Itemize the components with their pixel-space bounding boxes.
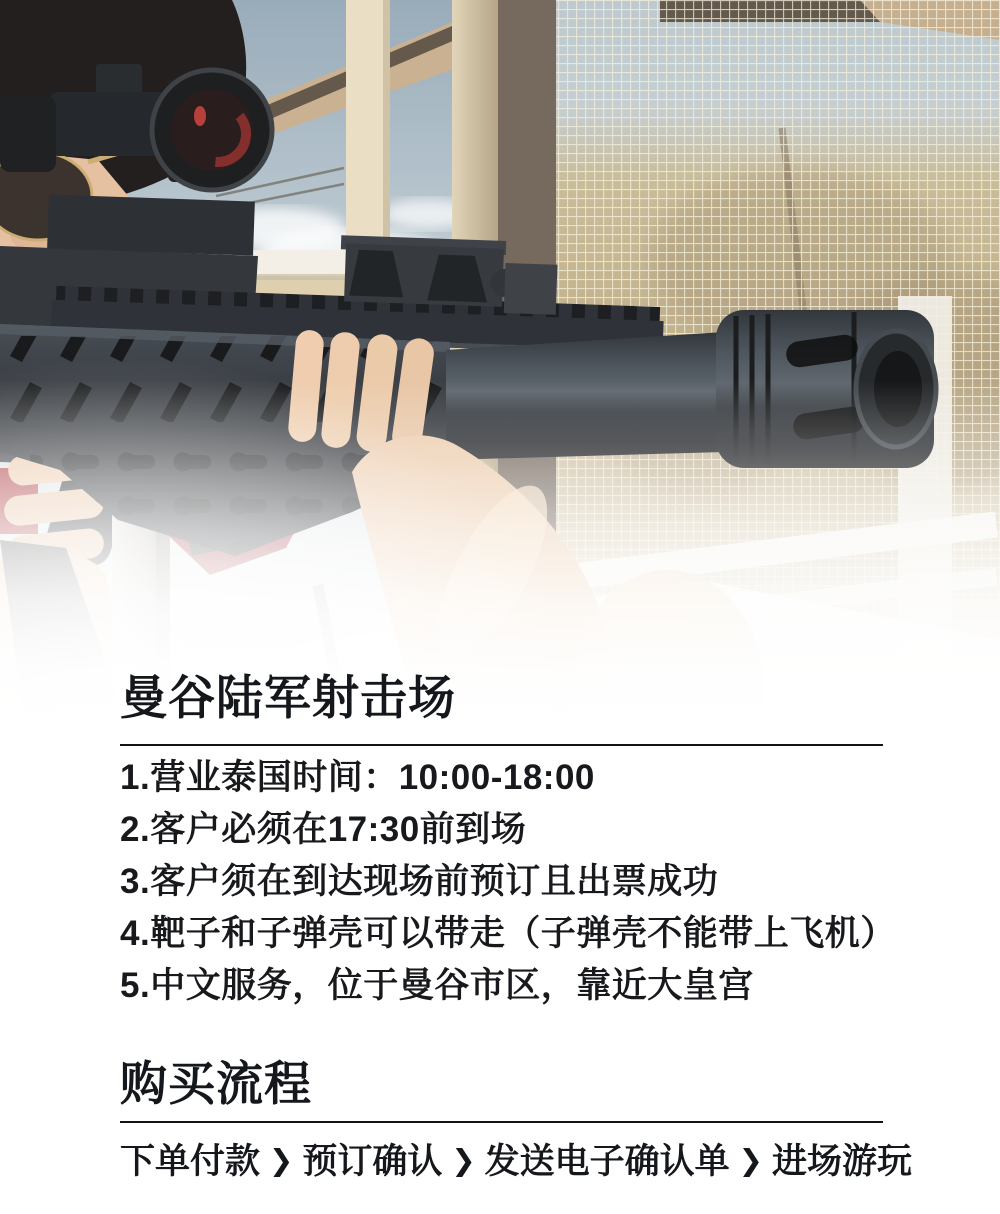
flow-step: 预订确认 [302, 1142, 443, 1181]
list-item: 2.客户必须在17:30前到场 [120, 810, 527, 849]
page-title: 曼谷陆军射击场 [120, 671, 456, 724]
flow-step: 下单付款 [120, 1142, 261, 1181]
chevron-right-icon: ❯ [269, 1145, 294, 1177]
purchase-flow [120, 1140, 912, 1186]
list-item: 3.客户须在到达现场前预订且出票成功 [120, 862, 719, 901]
purchase-section-title: 购买流程 [120, 1057, 312, 1110]
title-divider [120, 744, 883, 746]
flow-step: 发送电子确认单 [484, 1142, 730, 1181]
list-item: 5.中文服务，位于曼谷市区，靠近大皇宫 [120, 966, 754, 1005]
list-item: 4.靶子和子弹壳可以带走（子弹壳不能带上飞机） [120, 914, 896, 953]
chevron-right-icon: ❯ [738, 1145, 763, 1177]
list-item: 1.营业泰国时间：10:00-18:00 [120, 758, 595, 797]
chevron-right-icon: ❯ [451, 1145, 476, 1177]
purchase-divider [120, 1121, 883, 1123]
flow-step: 进场游玩 [771, 1142, 912, 1181]
info-list [120, 752, 896, 1012]
